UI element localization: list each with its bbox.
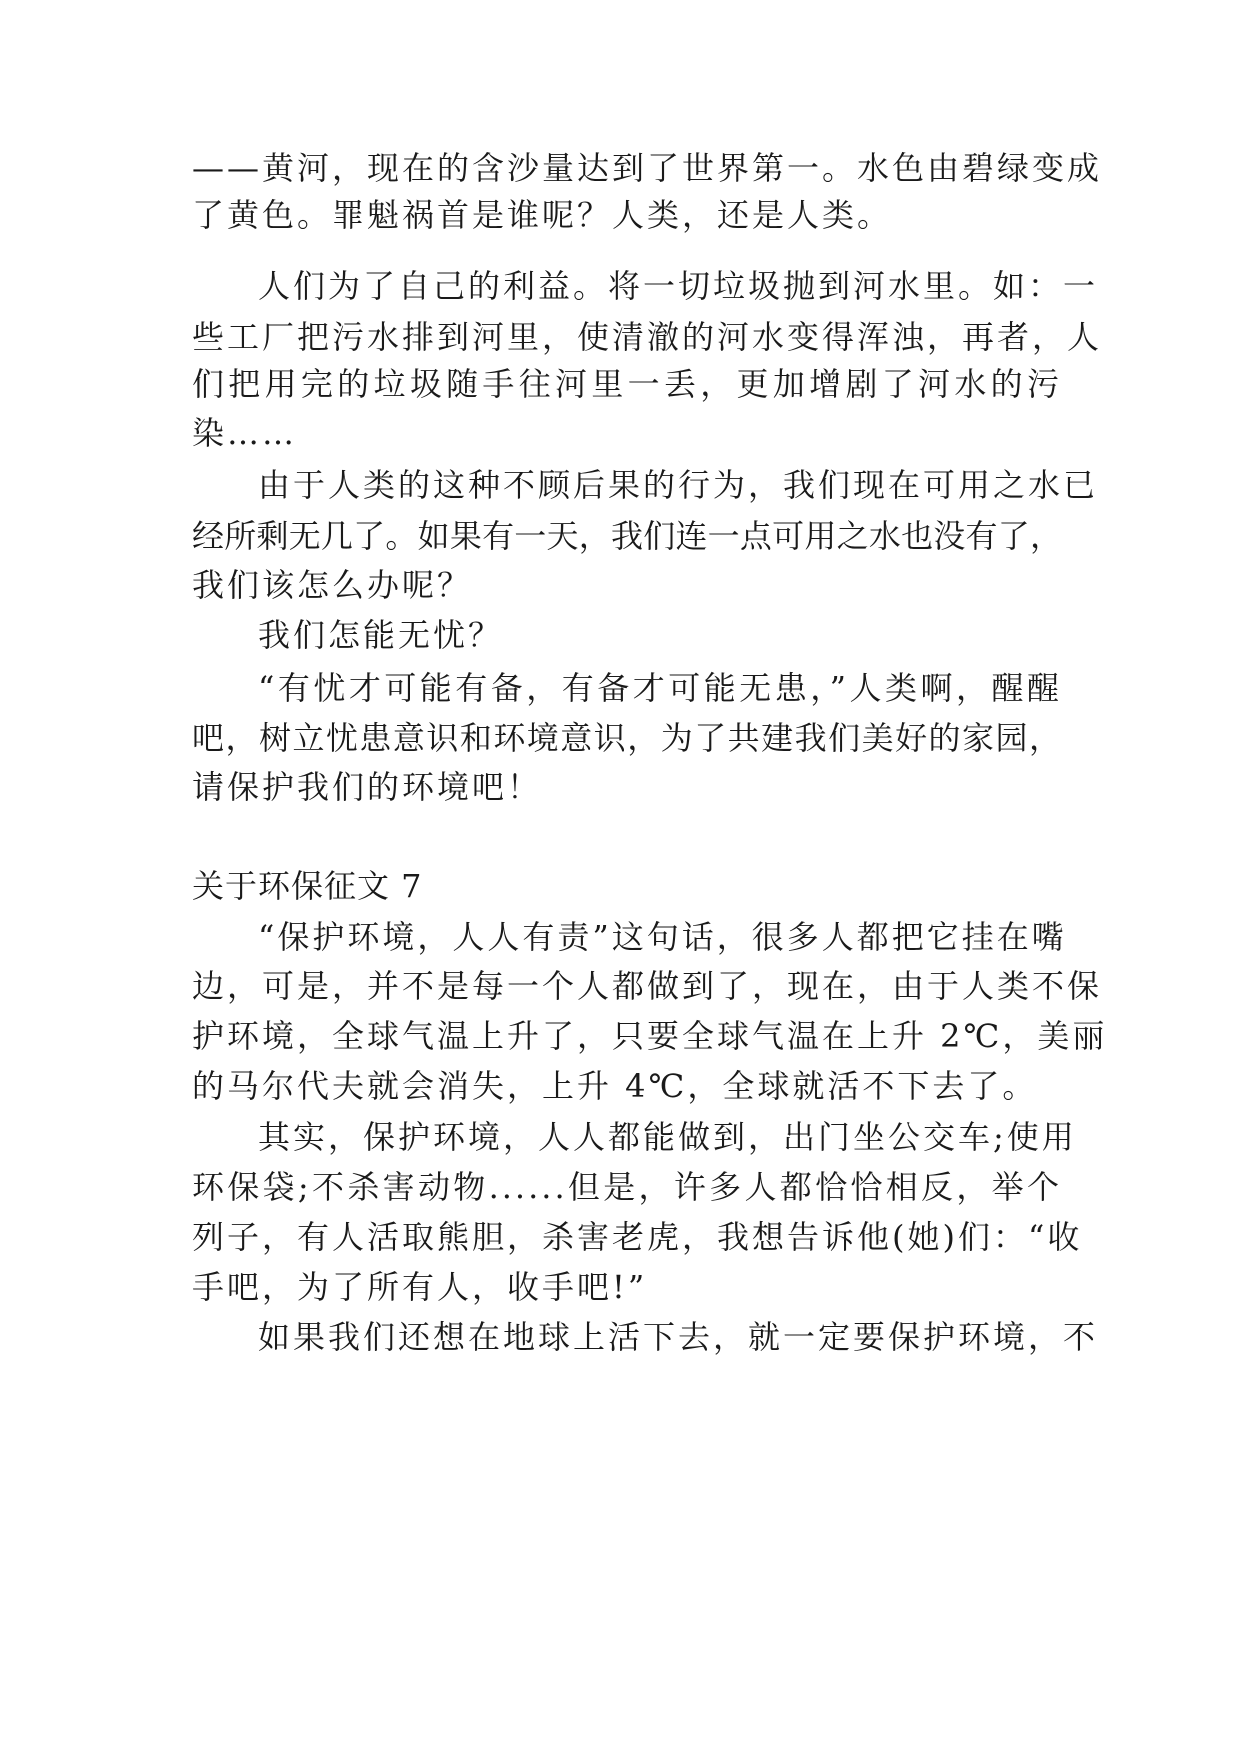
paragraph-line: 吧，树立忧患意识和环境意识，为了共建我们美好的家园， xyxy=(192,719,1062,757)
paragraph-line: 边，可是，并不是每一个人都做到了，现在，由于人类不保 xyxy=(192,967,1103,1005)
paragraph-line: 人们为了自己的利益。将一切垃圾抛到河水里。如：一 xyxy=(258,267,1099,305)
paragraph-line: 些工厂把污水排到河里，使清澈的河水变得浑浊，再者，人 xyxy=(192,318,1103,356)
paragraph-line: “有忧才可能有备，有备才可能无患，”人类啊，醒醒 xyxy=(258,669,1062,707)
paragraph-line: 经所剩无几了。如果有一天，我们连一点可用之水也没有了， xyxy=(192,517,1062,555)
paragraph-line: 的马尔代夫就会消失，上升 4℃，全球就活不下去了。 xyxy=(192,1067,1038,1105)
paragraph-line: ——黄河，现在的含沙量达到了世界第一。水色由碧绿变成 xyxy=(192,149,1103,187)
paragraph-line: 们把用完的垃圾随手往河里一丢，更加增剧了河水的污 xyxy=(192,365,1062,403)
paragraph-line: “保护环境，人人有责”这句话，很多人都把它挂在嘴 xyxy=(258,918,1067,956)
paragraph-line: 了黄色。罪魁祸首是谁呢？人类，还是人类。 xyxy=(192,196,893,234)
paragraph-line: 我们怎能无忧？ xyxy=(258,616,504,654)
paragraph-line: 其实，保护环境，人人都能做到，出门坐公交车;使用 xyxy=(258,1118,1077,1156)
paragraph-line: 列子，有人活取熊胆，杀害老虎，我想告诉他(她)们：“收 xyxy=(192,1218,1083,1256)
paragraph-line: 如果我们还想在地球上活下去，就一定要保护环境，不 xyxy=(258,1318,1099,1356)
paragraph-line: 护环境，全球气温上升了，只要全球气温在上升 2℃，美丽 xyxy=(192,1017,1108,1055)
paragraph-line: 请保护我们的环境吧！ xyxy=(192,768,543,806)
paragraph-line: 染…… xyxy=(192,414,298,452)
section-heading: 关于环保征文 7 xyxy=(192,867,423,905)
paragraph-line: 环保袋;不杀害动物......但是，许多人都恰恰相反，举个 xyxy=(192,1168,1062,1206)
paragraph-line: 手吧，为了所有人，收手吧!” xyxy=(192,1268,648,1306)
paragraph-line: 我们该怎么办呢？ xyxy=(192,566,473,604)
paragraph-line: 由于人类的这种不顾后果的行为，我们现在可用之水已 xyxy=(258,466,1099,504)
